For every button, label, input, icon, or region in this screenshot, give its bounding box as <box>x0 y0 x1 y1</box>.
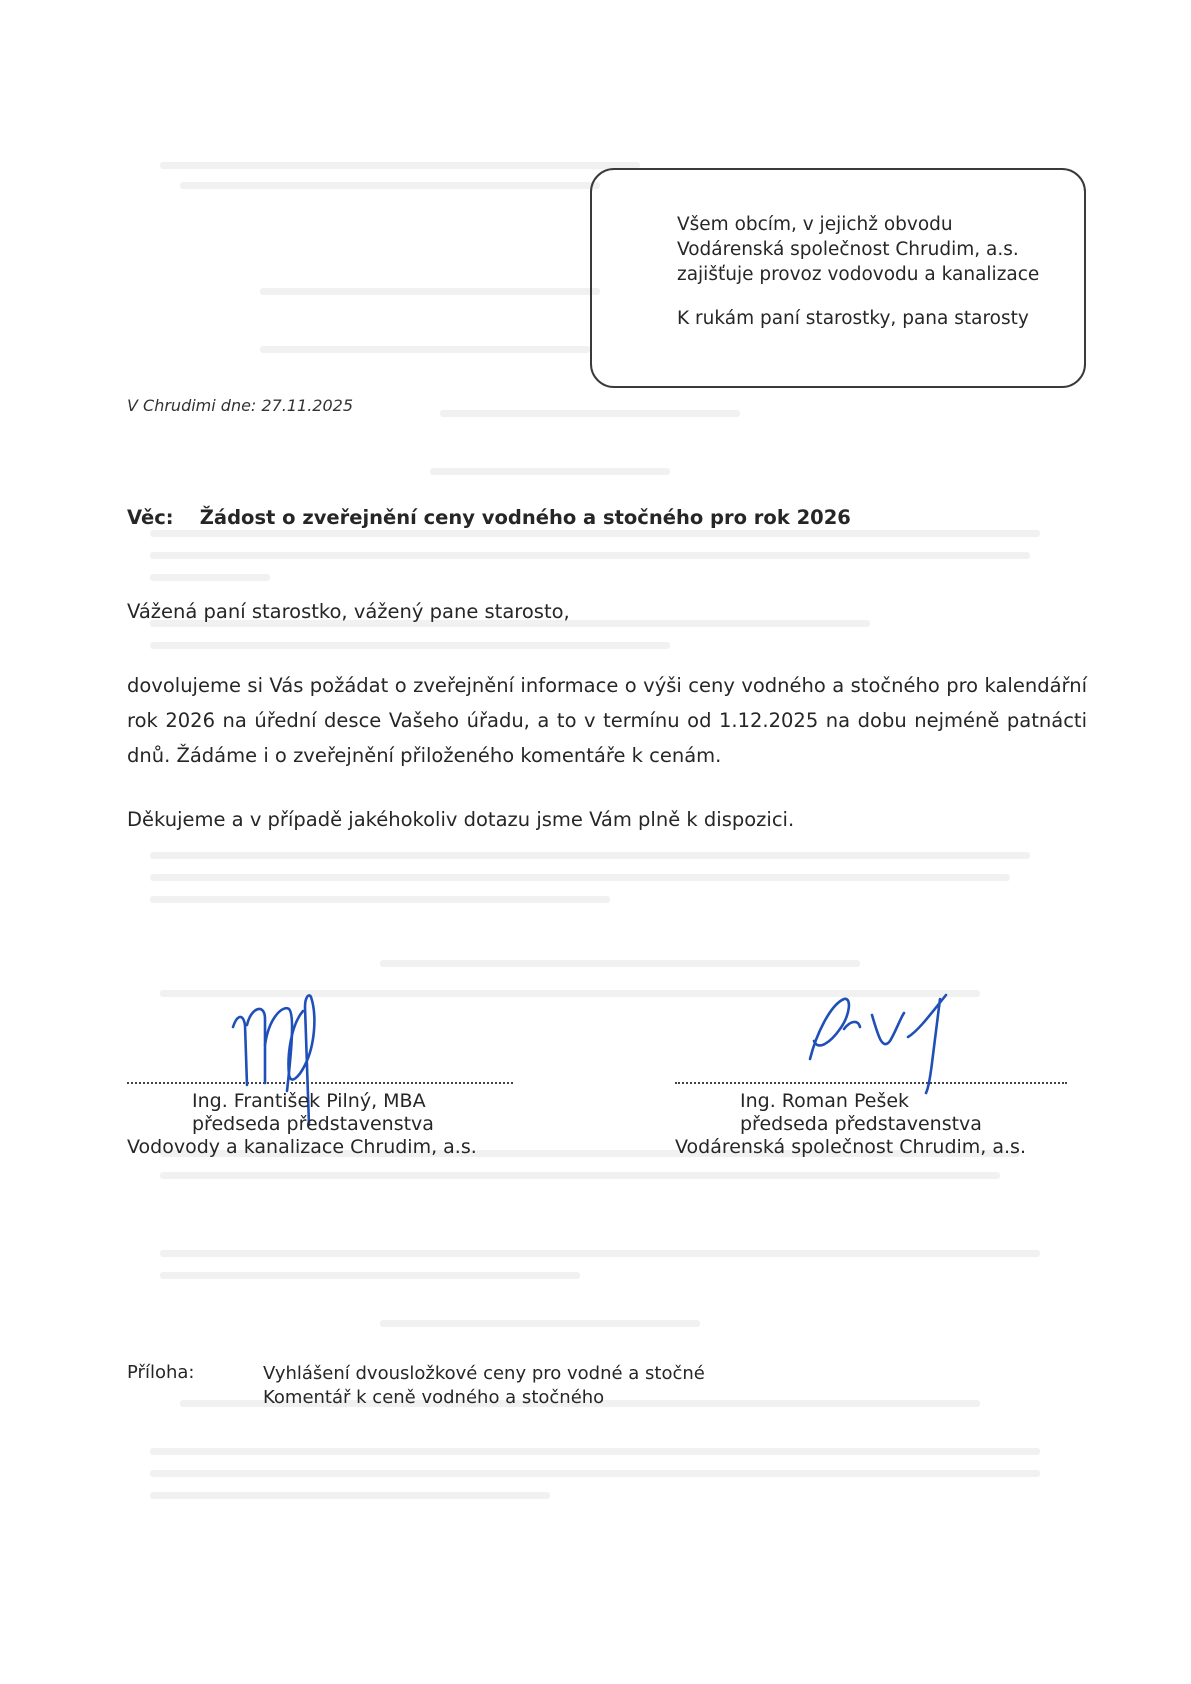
signatory-2-role: předseda představenstva <box>740 1113 982 1135</box>
signatory-2-name: Ing. Roman Pešek <box>740 1090 910 1112</box>
signatory-1 <box>127 1090 547 1159</box>
address-line: Vodárenská společnost Chrudim, a.s. <box>677 239 1019 260</box>
salutation: Vážená paní starostko, vážený pane starosto, <box>127 600 570 623</box>
signatory-1-company: Vodovody a kanalizace Chrudim, a.s. <box>127 1136 477 1158</box>
signatory-2-company: Vodárenská společnost Chrudim, a.s. <box>675 1136 1026 1158</box>
subject-line <box>127 506 851 529</box>
closing-paragraph: Děkujeme a v případě jakéhokoliv dotazu jsme Vám plně k dispozici. <box>127 808 795 831</box>
subject-label: Věc: <box>127 506 174 529</box>
attachments-label: Příloha: <box>127 1362 195 1383</box>
address-line: Všem obcím, v jejichž obvodu <box>677 214 953 235</box>
letter-date: V Chrudimi dne: 27.11.2025 <box>127 396 354 415</box>
recipient-address-box <box>590 168 1086 388</box>
subject-text: Žádost o zveřejnění ceny vodného a stočného pro rok 2026 <box>199 506 851 529</box>
recipient-address <box>677 212 1039 287</box>
signatory-1-name: Ing. František Pilný, MBA <box>192 1090 426 1112</box>
address-line: zajišťuje provoz vodovodu a kanalizace <box>677 264 1040 285</box>
attention-line: K rukám paní starostky, pana starosty <box>677 308 1029 329</box>
attachments-list <box>263 1362 705 1410</box>
signatory-1-role: předseda představenstva <box>192 1113 434 1135</box>
body-paragraph: dovolujeme si Vás požádat o zveřejnění informace o výši ceny vodného a stočného pro kalendářní rok 2026 na úřední desce Vašeho úřadu, a to v termínu od 1.12.2025 na dobu nejméně patnácti dnů. Žádáme i o zveřejnění přiloženého komentáře k cenám. <box>127 674 1087 767</box>
attachment-item: Komentář k ceně vodného a stočného <box>263 1387 605 1408</box>
signatory-2 <box>675 1090 1095 1159</box>
handwritten-signature-pesek <box>800 985 980 1095</box>
attachment-item: Vyhlášení dvousložkové ceny pro vodné a stočné <box>263 1363 705 1384</box>
